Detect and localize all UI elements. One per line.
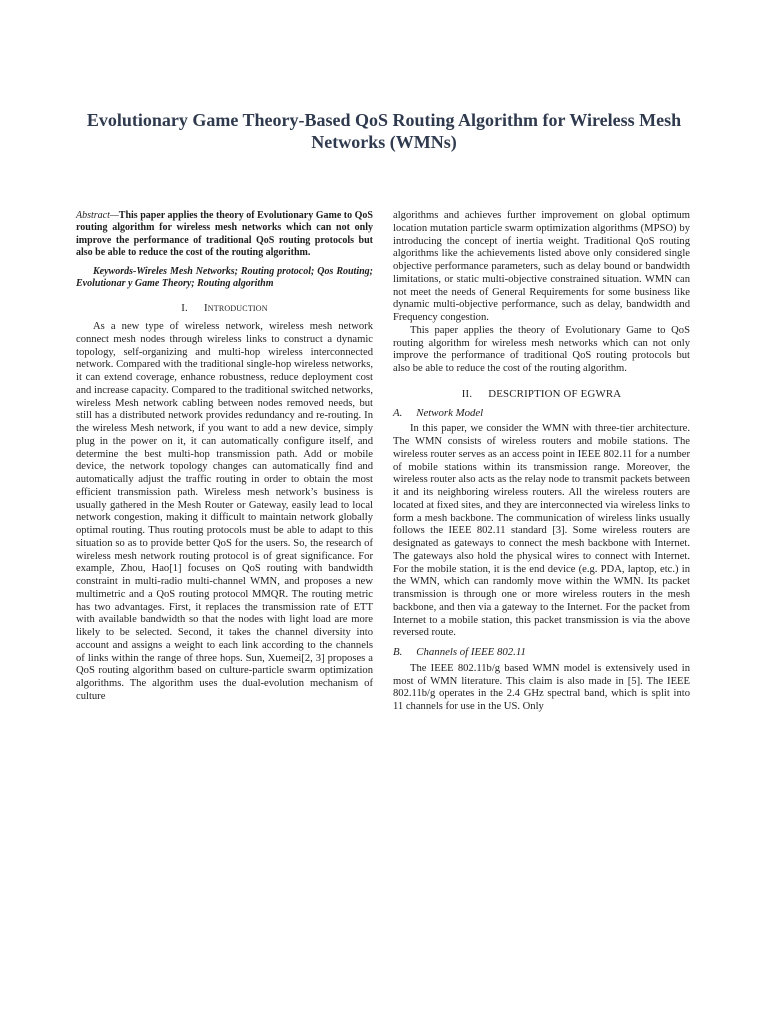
right-column [393, 210, 690, 714]
intro-paragraph-2: This paper applies the theory of Evolutionary Game to QoS routing algorithm for wireless mesh networks which can not only improve the performance of traditional QoS routing protocols but also be able to reduce the cost of the routing algorithm. [393, 324, 690, 374]
subsection-title: Channels of IEEE 802.11 [416, 646, 526, 658]
abstract-body: This paper applies the theory of Evolutionary Game to QoS routing algorithm for wireless mesh networks which can not only improve the performance of traditional QoS routing protocols but also be able to reduce the cost of the routing algorithm. [76, 210, 373, 259]
section-heading-introduction [76, 302, 373, 315]
section-heading-egwra [393, 388, 690, 401]
channels-paragraph: The IEEE 802.11b/g based WMN model is extensively used in most of WMN literature. This claim is also made in [5]. The IEEE 802.11b/g operates in the 2.4 GHz spectral band, which is split into 11 channels for use in the US. Only [393, 662, 690, 712]
paper-title: Evolutionary Game Theory-Based QoS Routing Algorithm for Wireless Mesh Networks (WMNs) [86, 110, 682, 152]
network-model-paragraph: In this paper, we consider the WMN with three-tier architecture. The WMN consists of wireless routers and mobile stations. The wireless router serves as an access point in IEEE 802.11 for a number of mobile stations within its transmission range. Moreover, the wireless router also acts as the relay node to transmit packets between it and its neighboring wireless routers. All the wireless routers are located at fixed sites, and they are interconnected via wireless links to form a mesh backbone. The communication of wireless links usually follows the IEEE 802.11 standard [3]. Some wireless routers are designated as gateways to connect the mesh backbone with Internet. The gateways also hold the physical wires to connect with Internet. For the mobile station, it is the end device (e.g. PDA, laptop, etc.) in the WMN, which can randomly move within the WMN. Its packet transmission is through one or more wireless routers in the mesh backbone, and then via a gateway to the Internet. For the packet from Internet to a mobile station, this packet transmission is via the above reversed route. [393, 423, 690, 639]
left-column [76, 210, 373, 704]
section-number: II. [461, 387, 473, 400]
section-title: Introduction [203, 302, 268, 315]
subsection-title: Network Model [416, 406, 484, 419]
section-number: I. [181, 302, 188, 315]
subsection-heading-channels [393, 646, 690, 659]
section-title: DESCRIPTION OF EGWRA [488, 387, 622, 400]
abstract [76, 210, 373, 260]
subsection-number: A. [393, 406, 403, 419]
subsection-heading-network-model [393, 407, 690, 420]
intro-paragraph: As a new type of wireless network, wireless mesh network connect mesh nodes through wireless links to construct a dynamic topology, self-organizing and multi-hop wireless interconnected network. Compared with the traditional single-hop wireless networks, it can extend coverage, enhance robustness, reduce deployment cost and increase capacity. Compared to the traditional switched networks, wireless Mesh network cabling between nodes removed needs, but still has a distributed network provides redundancy and re-routing. In the wireless Mesh network, if you want to add a new device, simply plug in the power on it, it can automatically configure itself, and determine the best multi-hop transmission path. Add or mobile device, the network topology changes can automatically find and automatically adjust the traffic routing in order to obtain the most efficient transmission path. Wireless mesh network’s business is usually gathered in the Mesh Router or Gateway, easily lead to local network congestion, making it difficult to maintain network globally optimal routing. Thus routing protocols must be able to adapt to this situation so as to provide better QoS for the users. So, the research of wireless mesh network routing protocol is of great significance. For example, Zhou, Hao[1] focuses on QoS routing with bandwidth constraint in multi-radio multi-channel WMN, and proposes a new multimetric and a QoS routing protocol MMQR. The routing metric has two advantages. First, it replaces the transmission rate of ETT with available bandwidth so that the nodes with light load are more likely to be selected. Second, it takes the channel diversity into account and assigns a weight to each link according to the channels of links within the range of three hops. Sun, Xuemei[2, 3] proposes a QoS routing algorithm based on culture-particle swarm optimization algorithms. The algorithm uses the dual-evolution mechanism of culture [76, 321, 373, 702]
abstract-lead: Abstract— [76, 210, 119, 221]
intro-paragraph-continuation: algorithms and achieves further improvement on global optimum location mutation particle swarm optimization algorithms (MPSO) by introducing the concept of inertia weight. Traditional QoS routing algorithms like the achievements listed above only considered single objective performance parameters, such as delay bound or bandwidth limitations, or static multi-objective constrained situation. WMN can not meet the needs of General Requirements for some business like dynamic multi-objective performance, such as delay, bandwidth and Frequency congestion. [393, 210, 690, 323]
keywords: Keywords-Wireles Mesh Networks; Routing protocol; Qos Routing; Evolutionar y Game Theory; Routing algorithm [76, 265, 373, 290]
subsection-number: B. [393, 646, 403, 658]
